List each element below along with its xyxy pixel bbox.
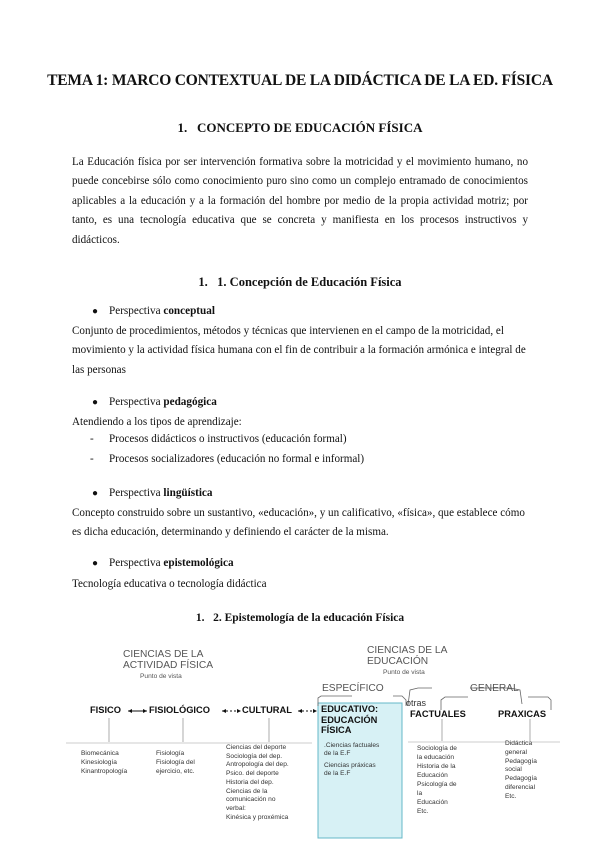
- list-item: general: [505, 748, 527, 756]
- list-item: verbal:: [226, 804, 246, 812]
- list-item: Etc.: [417, 808, 429, 815]
- list-fisiologico: [156, 750, 195, 776]
- list-item: Kinésica y proxémica: [226, 813, 289, 821]
- perspective-term: epistemológica: [163, 557, 234, 569]
- left-group-title-line1: CIENCIAS DE LA: [123, 649, 204, 660]
- perspective-prefix: Perspectiva: [109, 396, 164, 408]
- list-cultural: [226, 744, 289, 822]
- list-item: Kinesiología: [81, 758, 117, 766]
- list-educativo: [324, 742, 379, 777]
- right-group-title-line2: EDUCACIÓN: [367, 656, 429, 667]
- bullet-icon: ●: [92, 488, 99, 499]
- list-factuales: [417, 744, 457, 816]
- list-item: Ciencias de la: [226, 787, 268, 795]
- list-item: Ciencias práxicas: [324, 762, 376, 770]
- list-item: Sociología del dep.: [226, 752, 283, 760]
- list-item: Psicología de: [417, 781, 457, 788]
- arrow-head-right: [313, 709, 317, 713]
- perspective-term: pedagógica: [163, 396, 217, 408]
- list-item: la: [417, 790, 423, 797]
- list-item: Antropología del dep.: [226, 761, 289, 769]
- node-cultural: CULTURAL: [242, 705, 292, 715]
- dash-marker: -: [90, 433, 94, 445]
- list-item: .Ciencias factuales: [324, 742, 380, 749]
- perspective-term: conceptual: [163, 305, 215, 317]
- list-item: Educación: [417, 772, 448, 779]
- section-1-number: 1.: [177, 120, 188, 135]
- section-1-2-title: 2. Epistemología de la educación Física: [213, 612, 405, 624]
- list-item: Biomecánica: [81, 750, 119, 757]
- list-item: Historia de la: [417, 763, 456, 770]
- list-item: comunicación no: [226, 796, 276, 804]
- list-item: social: [505, 766, 522, 774]
- node-fisico: FISICO: [90, 705, 121, 715]
- right-group-subtitle: Punto de vista: [383, 669, 425, 676]
- perspective-term: lingüística: [163, 487, 213, 499]
- list-praxicas: [505, 740, 537, 802]
- left-group-title: [123, 649, 213, 671]
- section-1-1-number: 1.: [198, 275, 208, 289]
- perspective-prefix: Perspectiva: [109, 305, 164, 317]
- node-praxicas: PRAXICAS: [498, 709, 547, 719]
- list-item: diferencial: [505, 783, 536, 791]
- node-educativo-line2: EDUCACIÓN: [321, 714, 378, 725]
- list-item: Kinantropología: [81, 767, 128, 775]
- arrow-head-left: [128, 709, 132, 713]
- list-fisico: [81, 750, 127, 776]
- section-1-1-title: 1. Concepción de Educación Física: [217, 275, 402, 289]
- list-item: Historia del dep.: [226, 778, 274, 786]
- list-item: Sociología de: [417, 745, 457, 752]
- list-item: Pedagogía: [505, 775, 537, 783]
- list-item: Etc.: [505, 792, 517, 800]
- intro-paragraph: La Educación física por ser intervención formativa sobre la motricidad y el movimiento humano, no puede concebirse sólo como conocimiento puro sino como un complejo entramado de conocimientos aplicables a la educación y a la formación del hombre por medio de la propia actividad motriz; por tanto, es una tecnología educativa que se concreta y manifiesta en los procesos instructivos y didácticos.: [72, 156, 528, 246]
- node-fisiologico: FISIOLÓGICO: [149, 705, 210, 715]
- list-item-text: Procesos didácticos o instructivos (educación formal): [109, 433, 347, 445]
- perspective-linguistica-text: Concepto construido sobre un sustantivo, «educación», y un calificativo, «física», que establece cómo es dicha educación, determinando y definiendo el carácter de la misma.: [72, 507, 525, 539]
- list-item: de la E.F: [324, 769, 351, 777]
- bullet-icon: ●: [92, 397, 99, 408]
- list-item: ejercicio, etc.: [156, 767, 195, 775]
- list-item: Pedagogía: [505, 757, 537, 765]
- list-item: Fisiología del: [156, 758, 195, 766]
- arrow-head-left: [298, 709, 302, 713]
- list-item: Fisiología: [156, 750, 185, 757]
- list-item: Educación: [417, 799, 448, 806]
- list-item: Psico. del deporte: [226, 770, 279, 778]
- section-1-2-number: 1.: [195, 612, 205, 624]
- section-1-title: CONCEPTO DE EDUCACIÓN FÍSICA: [197, 120, 423, 135]
- perspective-conceptual-text: Conjunto de procedimientos, métodos y técnicas que intervienen en el campo de la motricidad, el movimiento y la actividad física humana con el fin de contribuir a la formación armónica e integral de las personas: [72, 325, 526, 376]
- node-factuales: FACTUALES: [410, 709, 466, 719]
- perspective-prefix: Perspectiva: [109, 487, 164, 499]
- list-item-text: Procesos socializadores (educación no formal e informal): [109, 453, 365, 465]
- right-group-title-line1: CIENCIAS DE LA: [367, 645, 448, 656]
- left-group-title-line2: ACTIVIDAD FÍSICA: [123, 660, 214, 671]
- otras-label: otras: [406, 698, 427, 708]
- node-educativo: [321, 704, 378, 736]
- left-group-subtitle: Punto de vista: [140, 673, 182, 680]
- arrow-head-right: [237, 709, 241, 713]
- arrow-head-right: [143, 709, 147, 713]
- bullet-icon: ●: [92, 306, 99, 317]
- especifico-label: ESPECÍFICO: [322, 683, 384, 694]
- general-label: GENERAL: [470, 683, 519, 694]
- list-item: la educación: [417, 754, 455, 761]
- perspective-prefix: Perspectiva: [109, 557, 164, 569]
- bullet-icon: ●: [92, 558, 99, 569]
- perspective-epistemologica-text: Tecnología educativa o tecnología didáctica: [72, 578, 267, 590]
- arrow-head-left: [222, 709, 226, 713]
- document-title: TEMA 1: MARCO CONTEXTUAL DE LA DIDÁCTICA DE LA ED. FÍSICA: [47, 72, 553, 89]
- node-educativo-line1: EDUCATIVO:: [321, 704, 379, 714]
- perspective-pedagogica-text: Atendiendo a los tipos de aprendizaje:: [72, 416, 242, 428]
- node-educativo-line3: FÍSICA: [321, 725, 352, 735]
- list-item: de la E.F: [324, 749, 351, 757]
- right-group-title: [367, 645, 447, 667]
- list-item: Didáctica: [505, 740, 533, 747]
- dash-marker: -: [90, 453, 94, 465]
- list-item: Ciencias del deporte: [226, 744, 287, 751]
